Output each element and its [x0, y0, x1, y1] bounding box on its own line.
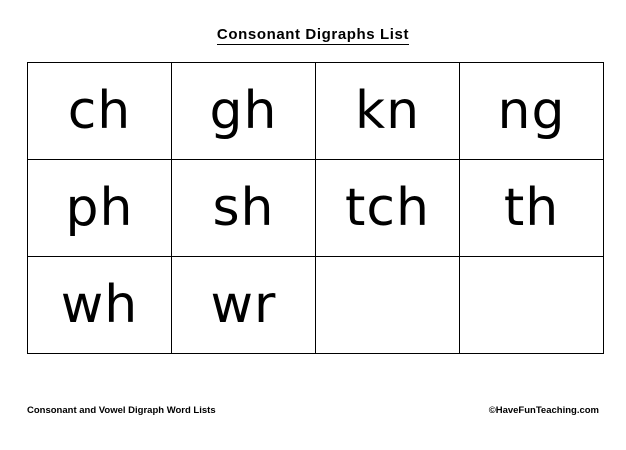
digraph-label: sh: [212, 178, 275, 238]
digraph-cell-empty[interactable]: [460, 257, 604, 354]
table-row: [28, 160, 604, 257]
digraph-label: wh: [60, 275, 139, 335]
digraph-label: ch: [67, 81, 132, 141]
digraph-cell[interactable]: [28, 63, 172, 160]
digraph-cell[interactable]: [172, 63, 316, 160]
digraph-cell[interactable]: [460, 160, 604, 257]
digraph-cell[interactable]: [460, 63, 604, 160]
footer-right-credit: ©HaveFunTeaching.com: [488, 405, 599, 416]
digraph-label: ng: [497, 81, 566, 141]
digraph-label: wr: [210, 275, 277, 335]
digraph-cell[interactable]: [316, 63, 460, 160]
page-title: [0, 26, 626, 43]
digraph-cell[interactable]: [316, 160, 460, 257]
digraph-cell[interactable]: [28, 257, 172, 354]
digraph-cell[interactable]: [28, 160, 172, 257]
digraph-grid: [27, 62, 604, 354]
table-row: [28, 257, 604, 354]
page-title-text: Consonant Digraphs List: [216, 26, 410, 43]
digraph-label: kn: [354, 81, 421, 141]
digraph-cell[interactable]: [172, 160, 316, 257]
footer-left-text: Consonant and Vowel Digraph Word Lists: [27, 405, 216, 416]
digraph-cell[interactable]: [172, 257, 316, 354]
digraph-label: gh: [209, 81, 278, 141]
digraph-cell-empty[interactable]: [316, 257, 460, 354]
digraph-label: th: [503, 178, 560, 238]
digraph-label: ph: [65, 178, 134, 238]
digraph-label: tch: [345, 178, 430, 238]
table-row: [28, 63, 604, 160]
